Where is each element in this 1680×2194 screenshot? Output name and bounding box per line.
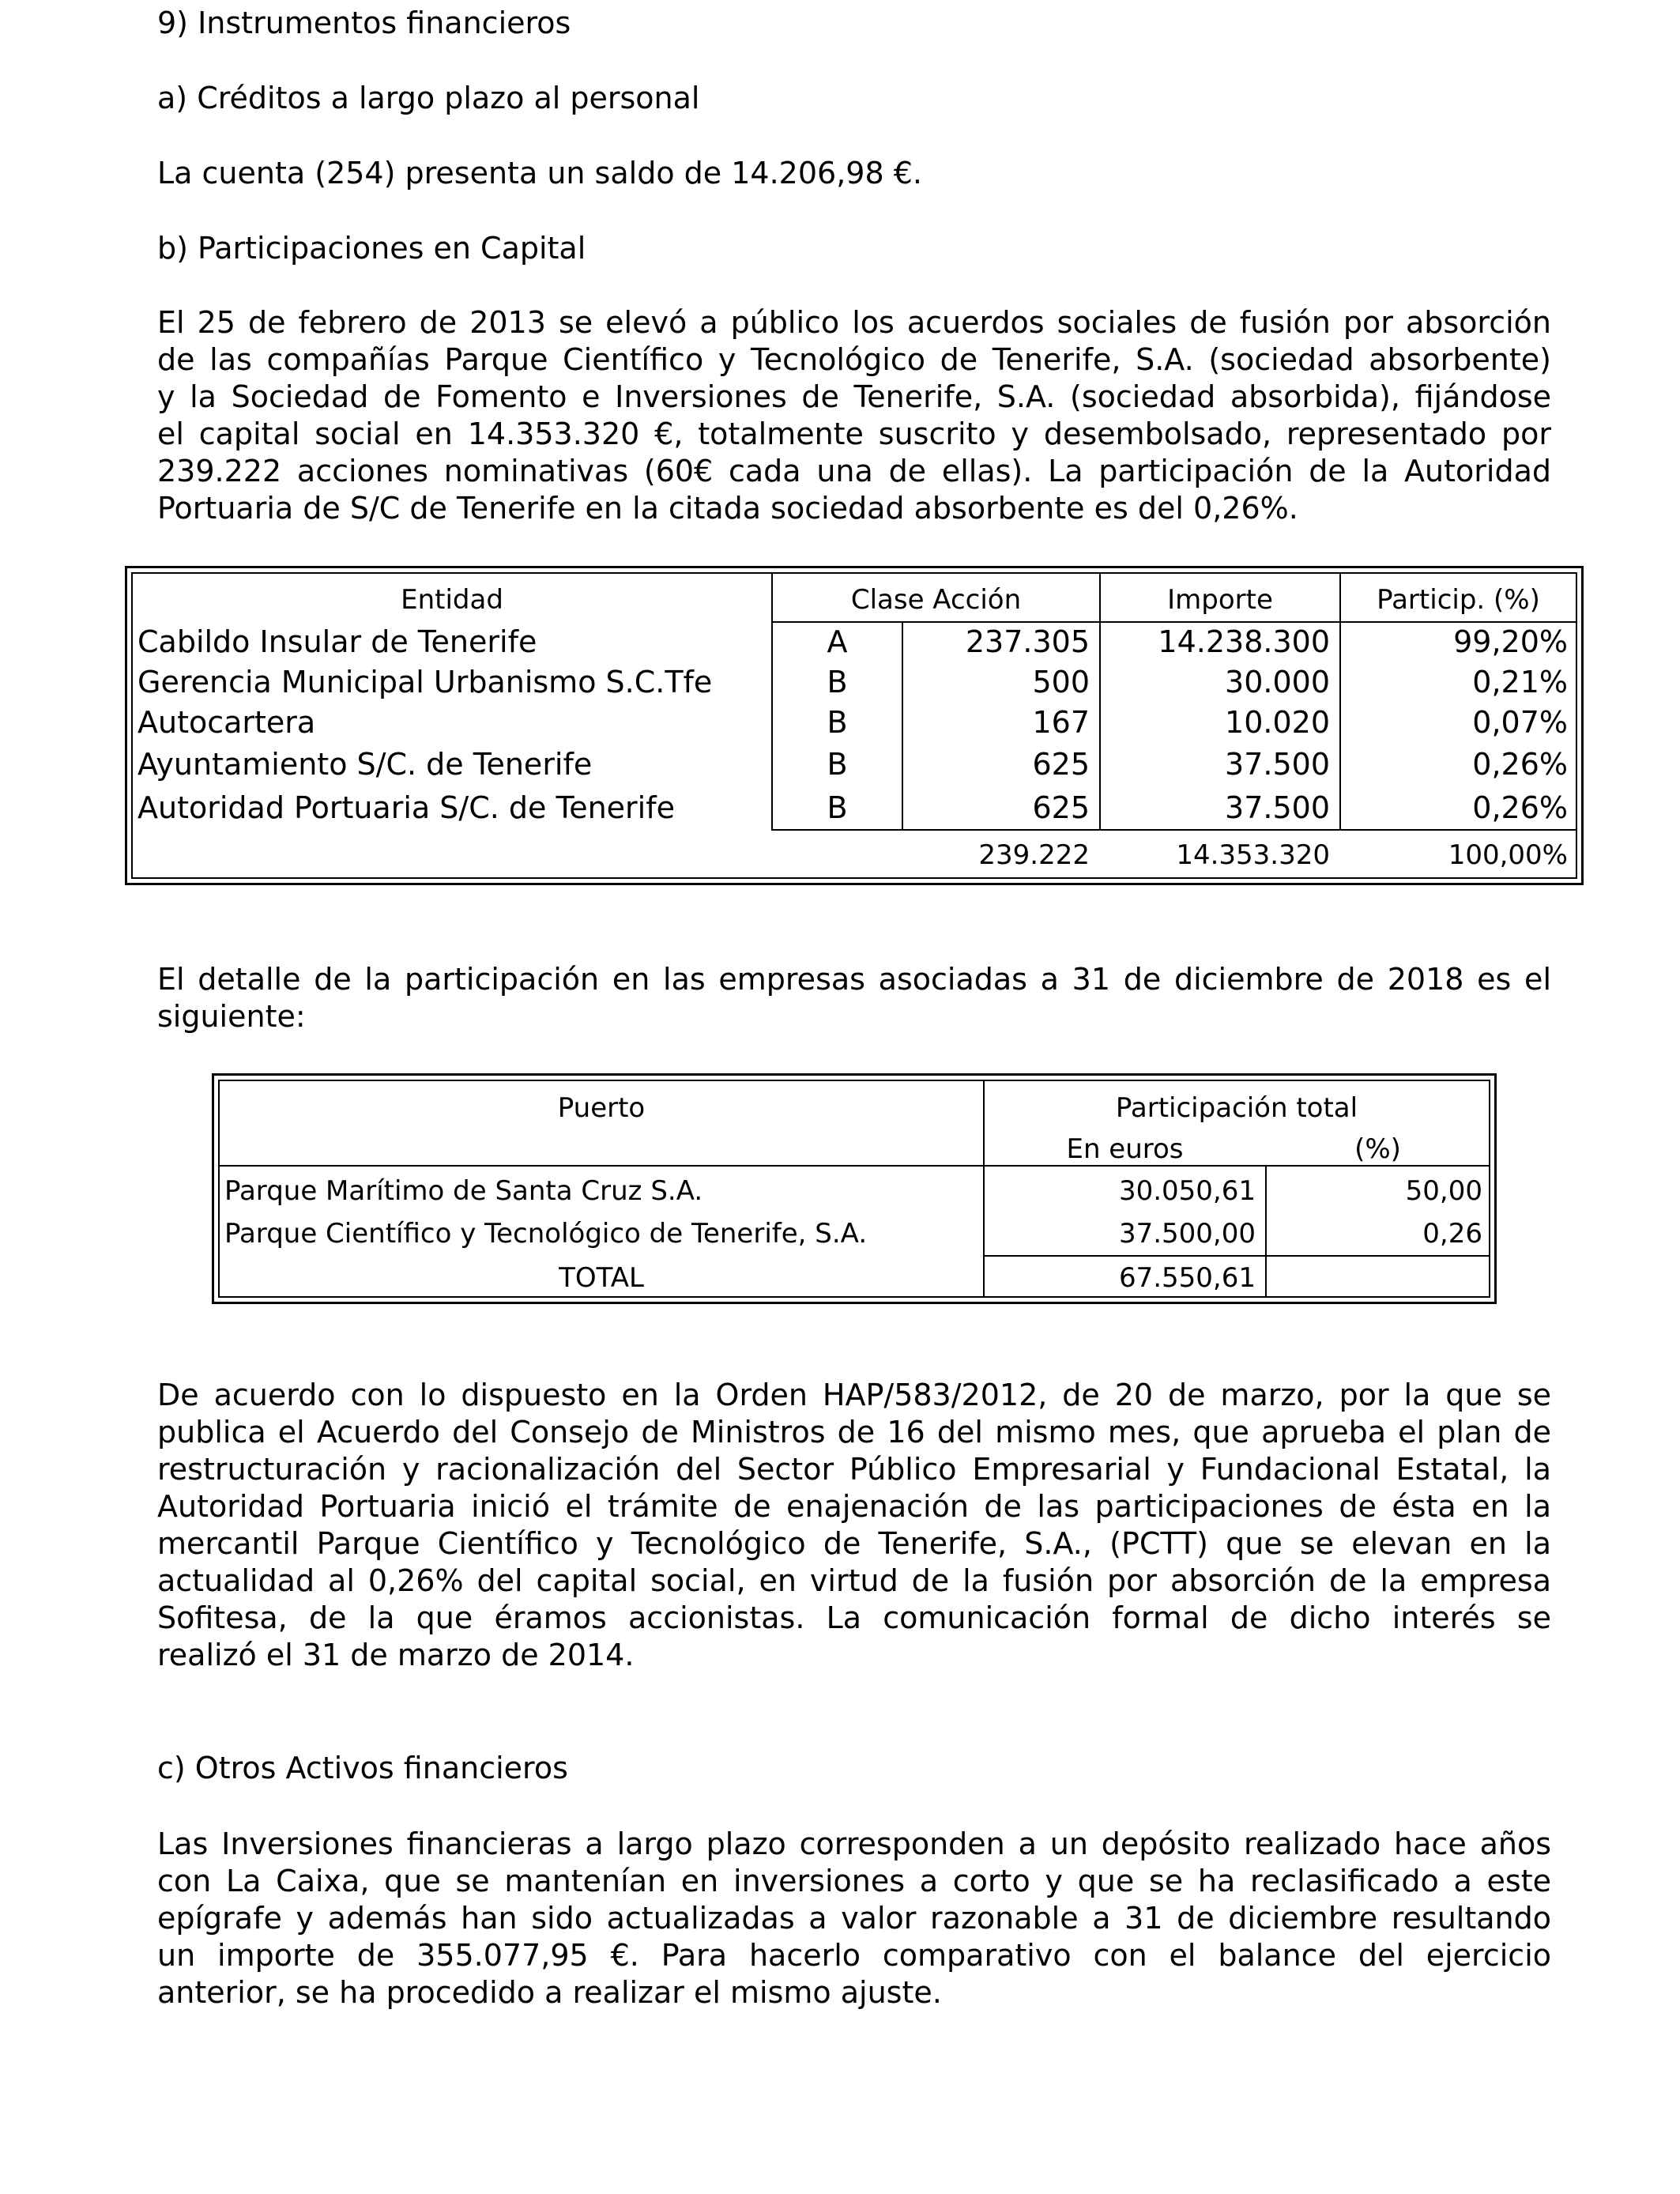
- paragraph-line: El detalle de la participación en las empresas asociadas a 31 de diciembre de 2018 es el: [157, 962, 1551, 997]
- table-header-divider: [771, 621, 1577, 623]
- paragraph-line: epígrafe y además han sido actualizadas a valor razonable a 31 de diciembre resultando: [157, 1901, 1551, 1936]
- paragraph-line: un importe de 355.077,95 €. Para hacerlo comparativo con el balance del ejercicio: [157, 1938, 1551, 1973]
- cell-pct: 50,00: [1405, 1175, 1482, 1207]
- paragraph-line: restructuración y racionalización del Sector Público Empresarial y Fundacional Estatal, la: [157, 1452, 1551, 1487]
- paragraph-line: con La Caixa, que se mantenían en inversiones a corto y que se ha reclasificado a este: [157, 1864, 1551, 1898]
- cell-acciones: 237.305: [965, 624, 1090, 659]
- cell-acciones: 625: [1032, 747, 1090, 782]
- cell-entidad: Autoridad Portuaria S/C. de Tenerife: [137, 790, 675, 825]
- table-header-puerto: Puerto: [557, 1092, 646, 1124]
- subsection-a-title: a) Créditos a largo plazo al personal: [157, 81, 700, 115]
- table-body-divider: [771, 829, 1577, 831]
- paragraph-line: mercantil Parque Científico y Tecnológico de Tenerife, S.A., (PCTT) que se elevan en la: [157, 1526, 1551, 1561]
- cell-importe: 14.238.300: [1158, 624, 1330, 659]
- cell-particip: 0,26%: [1472, 747, 1568, 782]
- paragraph-line: publica el Acuerdo del Consejo de Ministros de 16 del mismo mes, que aprueba el plan de: [157, 1415, 1551, 1449]
- paragraph-line: De acuerdo con lo dispuesto en la Orden HAP/583/2012, de 20 de marzo, por la que se: [157, 1378, 1551, 1412]
- cell-acciones: 625: [1032, 790, 1090, 825]
- section-title: 9) Instrumentos financieros: [157, 6, 571, 40]
- paragraph-line: El 25 de febrero de 2013 se elevó a público los acuerdos sociales de fusión por absorción: [157, 305, 1551, 340]
- cell-pct: 0,26: [1422, 1218, 1482, 1250]
- cell-entidad: Ayuntamiento S/C. de Tenerife: [137, 747, 593, 782]
- total-particip: 100,00%: [1448, 839, 1568, 871]
- cell-clase: B: [827, 747, 848, 782]
- cell-clase: B: [827, 665, 848, 699]
- total-importe: 14.353.320: [1176, 839, 1330, 871]
- total-label: TOTAL: [559, 1262, 644, 1294]
- cell-particip: 99,20%: [1453, 624, 1568, 659]
- paragraph-line: Las Inversiones financieras a largo plazo corresponden a un depósito realizado hace años: [157, 1826, 1551, 1861]
- subsection-a-text: La cuenta (254) presenta un saldo de 14.206,98 €.: [157, 156, 922, 190]
- paragraph-line: actualidad al 0,26% del capital social, en virtud de la fusión por absorción de la empresa: [157, 1563, 1551, 1598]
- paragraph-line: 239.222 acciones nominativas (60€ cada una de ellas). La participación de la Autoridad: [157, 454, 1551, 488]
- cell-importe: 30.000: [1225, 665, 1330, 699]
- cell-importe: 37.500: [1225, 747, 1330, 782]
- total-acciones: 239.222: [978, 839, 1090, 871]
- cell-euros: 30.050,61: [1118, 1175, 1256, 1207]
- paragraph-line: Portuaria de S/C de Tenerife en la citada sociedad absorbente es del 0,26%.: [157, 491, 1298, 526]
- cell-particip: 0,26%: [1472, 790, 1568, 825]
- cell-entidad: Gerencia Municipal Urbanismo S.C.Tfe: [137, 665, 713, 699]
- cell-clase: A: [827, 624, 848, 659]
- cell-clase: B: [827, 705, 848, 740]
- cell-entidad: Cabildo Insular de Tenerife: [137, 624, 537, 659]
- cell-clase: B: [827, 790, 848, 825]
- cell-importe: 37.500: [1225, 790, 1330, 825]
- paragraph-line: Autoridad Portuaria inició el trámite de enajenación de las participaciones de ésta en la: [157, 1489, 1551, 1524]
- paragraph-line: anterior, se ha procedido a realizar el mismo ajuste.: [157, 1975, 942, 2010]
- subsection-b-title: b) Participaciones en Capital: [157, 231, 586, 266]
- cell-acciones: 500: [1032, 665, 1090, 699]
- cell-puerto: Parque Científico y Tecnológico de Tenerife, S.A.: [224, 1218, 868, 1250]
- paragraph-line: Sofitesa, de la que éramos accionistas. La comunicación formal de dicho interés se: [157, 1600, 1551, 1635]
- table-header-pct: (%): [1354, 1133, 1401, 1165]
- paragraph-line: de las compañías Parque Científico y Tecnológico de Tenerife, S.A. (sociedad absorbente): [157, 342, 1551, 377]
- paragraph-line: realizó el 31 de marzo de 2014.: [157, 1638, 635, 1672]
- cell-importe: 10.020: [1225, 705, 1330, 740]
- table-header-clase: Clase Acción: [850, 584, 1022, 616]
- cell-acciones: 167: [1032, 705, 1090, 740]
- cell-puerto: Parque Marítimo de Santa Cruz S.A.: [224, 1175, 703, 1207]
- paragraph-line: el capital social en 14.353.320 €, totalmente suscrito y desembolsado, representado por: [157, 417, 1551, 451]
- table-header-entidad: Entidad: [401, 584, 503, 616]
- paragraph-line: siguiente:: [157, 999, 306, 1034]
- cell-particip: 0,21%: [1472, 665, 1568, 699]
- cell-entidad: Autocartera: [137, 705, 316, 740]
- paragraph-line: y la Sociedad de Fomento e Inversiones de Tenerife, S.A. (sociedad absorbida), fijándose: [157, 379, 1551, 414]
- cell-euros: 37.500,00: [1118, 1218, 1256, 1250]
- table-header-particip: Particip. (%): [1377, 584, 1540, 616]
- cell-particip: 0,07%: [1472, 705, 1568, 740]
- table-header-importe: Importe: [1167, 584, 1273, 616]
- table-header-participacion: Participación total: [1115, 1092, 1358, 1124]
- table-header-euros: En euros: [1066, 1133, 1184, 1165]
- table-total-divider: [983, 1255, 1490, 1257]
- total-euros: 67.550,61: [1118, 1262, 1256, 1294]
- subsection-c-title: c) Otros Activos financieros: [157, 1751, 568, 1785]
